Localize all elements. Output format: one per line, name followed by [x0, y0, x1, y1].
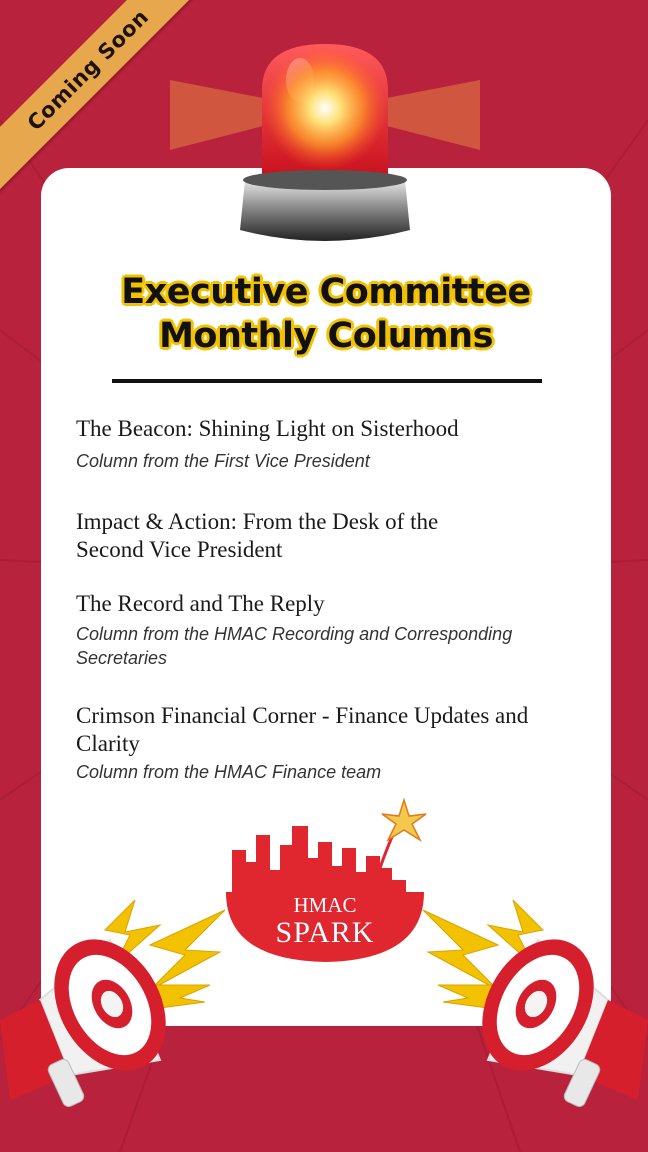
ribbon-label: Coming Soon [22, 4, 154, 136]
column-item-beacon [76, 415, 606, 473]
column-heading-line-2: Clarity [76, 731, 140, 756]
column-item-record-reply [76, 590, 606, 670]
column-subtitle-line-1: Column from the HMAC Recording and Corresponding [76, 624, 513, 644]
hmac-spark-logo [226, 800, 426, 962]
megaphone-icon [423, 900, 648, 1108]
column-subtitle: Column from the First Vice President [76, 451, 370, 471]
page-title [41, 270, 611, 358]
siren-icon [150, 30, 500, 260]
spark-icon [382, 800, 426, 840]
column-heading-line-2: Second Vice President [76, 537, 283, 562]
logo-line-1: HMAC [293, 893, 357, 917]
column-item-crimson-financial [76, 702, 606, 784]
logo-line-2: SPARK [275, 916, 375, 949]
title-divider [112, 379, 542, 383]
bottom-graphics [0, 780, 648, 1152]
title-line-2: Monthly Columns [159, 316, 493, 356]
column-heading-line-1: Impact & Action: From the Desk of the [76, 509, 439, 534]
column-subtitle-line-2: Secretaries [76, 648, 168, 668]
megaphone-icon [0, 900, 225, 1108]
column-item-impact-action [76, 508, 606, 564]
skyline-icon [232, 826, 406, 900]
title-line-1: Executive Committee [121, 272, 531, 312]
column-heading: The Beacon: Shining Light on Sisterhood [76, 416, 459, 441]
column-heading: The Record and The Reply [76, 591, 325, 616]
column-subtitle: Column from the HMAC Finance team [76, 762, 382, 782]
column-heading-line-1: Crimson Financial Corner - Finance Updates and [76, 703, 529, 728]
